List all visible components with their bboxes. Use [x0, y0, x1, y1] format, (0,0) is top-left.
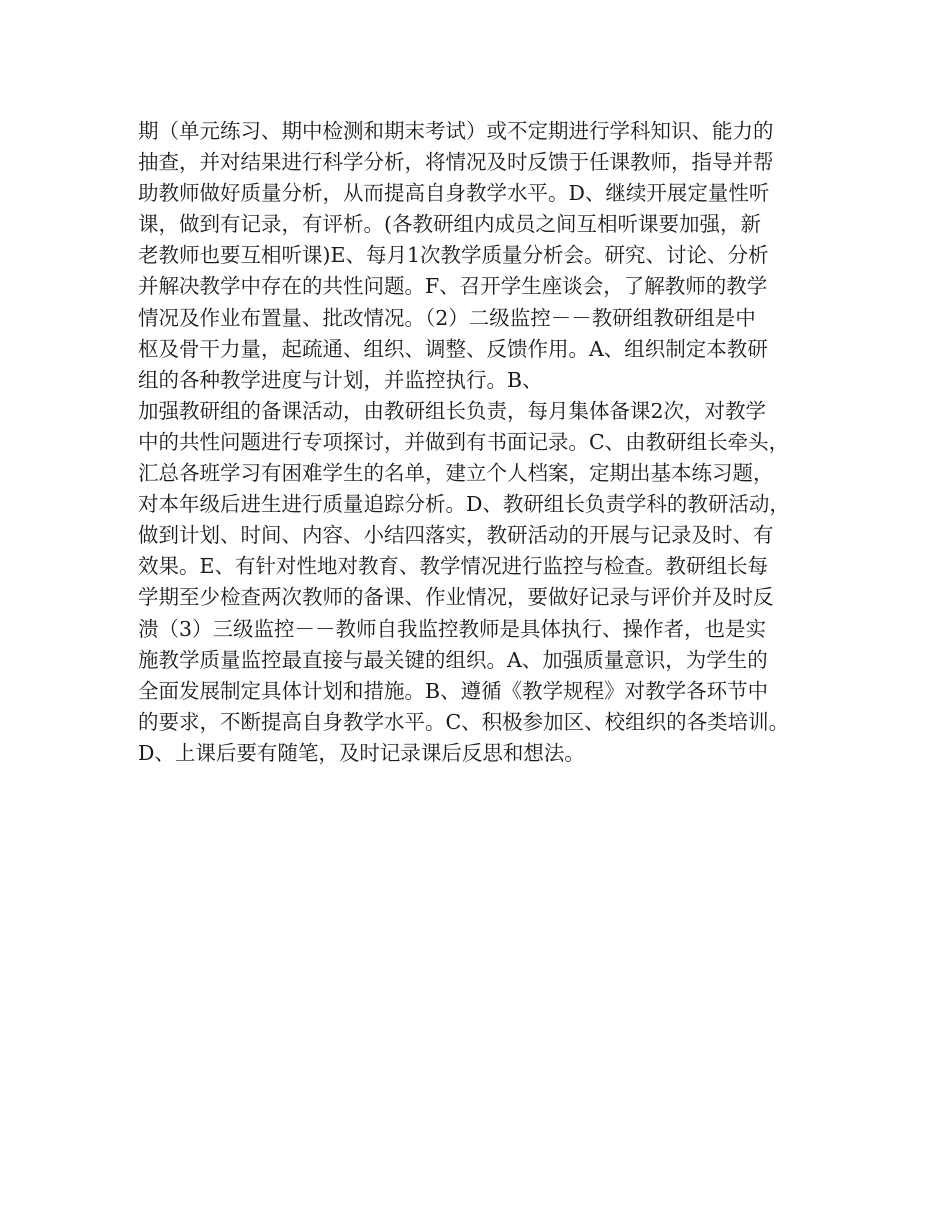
text-line: 情况及作业布置量、批改情况。（2）二级监控－－教研组教研组是中 — [138, 305, 756, 330]
text-line: D、上课后要有随笔，及时记录课后反思和想法。 — [138, 740, 585, 765]
text-line: 老教师也要互相听课)E、每月1次教学质量分析会。研究、讨论、分析 — [138, 243, 769, 268]
text-line: 期（单元练习、期中检测和期末考试）或不定期进行学科知识、能力的 — [138, 119, 774, 143]
text-line: 溃（3）三级监控－－教师自我监控教师是具体执行、操作者，也是实 — [138, 616, 767, 641]
text-line: 加强教研组的备课活动，由教研组长负责，每月集体备课2次，对教学 — [138, 398, 767, 423]
text-line: 组的各种教学进度与计划，并监控执行。B、 — [138, 367, 543, 392]
text-line: 的要求，不断提高自身教学水平。C、积极参加区、校组织的各类培训。 — [138, 709, 790, 734]
text-line: 助教师做好质量分析，从而提高自身教学水平。D、继续开展定量性听 — [138, 181, 770, 206]
text-line: 全面发展制定具体计划和措施。B、遵循《教学规程》对教学各环节中 — [138, 678, 769, 703]
text-line: 对本年级后进生进行质量追踪分析。D、教研组长负责学科的教研活动， — [138, 492, 790, 517]
body-text — [138, 116, 838, 769]
text-line: 学期至少检查两次教师的备课、作业情况，要做好记录与评价并及时反 — [138, 585, 774, 610]
text-line: 并解决教学中存在的共性问题。F、召开学生座谈会，了解教师的教学 — [138, 274, 768, 299]
text-line: 课，做到有记录，有评析。(各教研组内成员之间互相听课要加强，新 — [138, 212, 761, 237]
text-line: 中的共性问题进行专项探讨，并做到有书面记录。C、由教研组长牵头， — [138, 429, 790, 454]
text-line: 枢及骨干力量，起疏通、组织、调整、反馈作用。A、组织制定本教研 — [138, 336, 768, 361]
text-line: 汇总各班学习有困难学生的名单，建立个人档案，定期出基本练习题， — [138, 461, 774, 486]
text-line: 抽查，并对结果进行科学分析，将情况及时反馈于任课教师，指导并帮 — [138, 150, 774, 175]
text-line: 施教学质量监控最直接与最关键的组织。A、加强质量意识，为学生的 — [138, 647, 768, 672]
text-line: 效果。E、有针对性地对教育、教学情况进行监控与检查。教研组长每 — [138, 554, 768, 579]
text-line: 做到计划、时间、内容、小结四落实，教研活动的开展与记录及时、有 — [138, 523, 774, 548]
